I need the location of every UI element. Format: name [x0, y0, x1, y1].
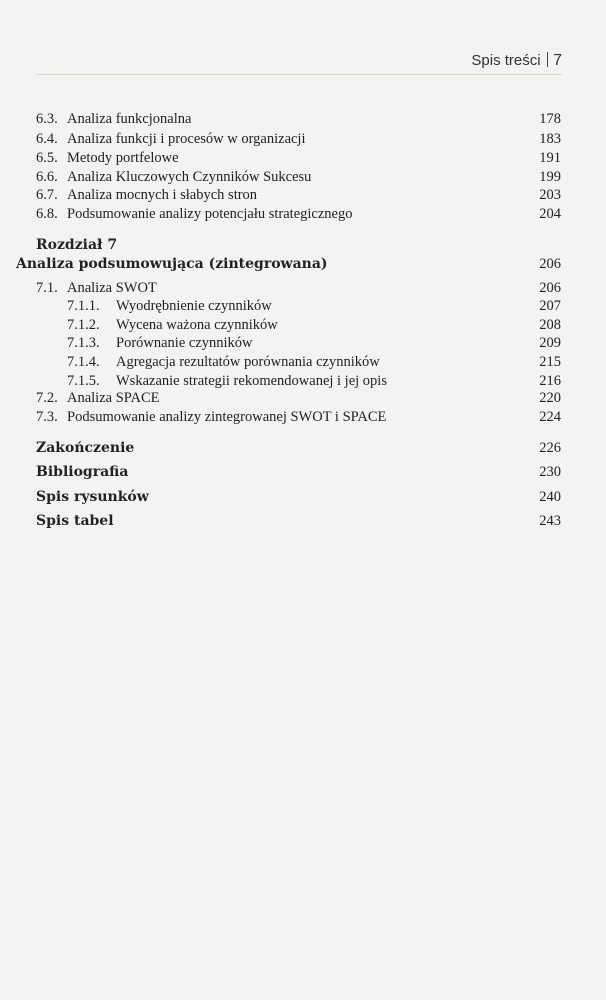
toc-entry-title: Podsumowanie analizy zintegrowanej SWOT i SPACE: [67, 409, 387, 425]
toc-entry-number: 7.1.3.: [67, 335, 100, 351]
toc-entry-page: 178: [539, 111, 561, 127]
toc-entry-page: 208: [539, 317, 561, 333]
toc-entry-title: Wyodrębnienie czynników: [116, 298, 272, 314]
toc-entry-page: 203: [539, 187, 561, 203]
toc-entry-title: Analiza SWOT: [67, 280, 157, 296]
toc-entry-title: Analiza funkcjonalna: [67, 111, 192, 127]
toc-section-title: Spis rysunków: [36, 489, 149, 505]
toc-entry-title: Analiza funkcji i procesów w organizacji: [67, 131, 306, 147]
toc-section-page: 243: [539, 513, 561, 529]
toc-section-page: 230: [539, 464, 561, 480]
toc-entry-title: Metody portfelowe: [67, 150, 179, 166]
toc-entry-page: 206: [539, 280, 561, 296]
toc-section-page: 240: [539, 489, 561, 505]
toc-entry-number: 7.1.1.: [67, 298, 100, 314]
toc-section-page: 226: [539, 440, 561, 456]
toc-entry-number: 6.6.: [36, 169, 58, 185]
toc-entry-number: 7.3.: [36, 409, 58, 425]
toc-entry-number: 7.1.: [36, 280, 58, 296]
toc-entry-page: 199: [539, 169, 561, 185]
toc-entry-number: 7.1.5.: [67, 373, 100, 389]
chapter-page: 206: [539, 256, 561, 272]
toc-entry-number: 6.3.: [36, 111, 58, 127]
header-page-number: 7: [553, 52, 562, 69]
toc-entry-title: Wycena ważona czynników: [116, 317, 278, 333]
toc-entry-page: 216: [539, 373, 561, 389]
toc-entry-number: 7.2.: [36, 390, 58, 406]
toc-section-title: Bibliografia: [36, 464, 129, 480]
toc-entry-number: 6.5.: [36, 150, 58, 166]
toc-entry-title: Analiza SPACE: [67, 390, 160, 406]
header-rule: [36, 74, 562, 75]
toc-entry-title: Analiza Kluczowych Czynników Sukcesu: [67, 169, 312, 185]
toc-section-title: Spis tabel: [36, 513, 114, 529]
toc-entry-page: 209: [539, 335, 561, 351]
toc-entry-number: 6.4.: [36, 131, 58, 147]
toc-section-title: Zakończenie: [36, 440, 135, 456]
toc-entry-page: 183: [539, 131, 561, 147]
running-header: [471, 52, 562, 70]
toc-entry-page: 207: [539, 298, 561, 314]
chapter-title: Analiza podsumowująca (zintegrowana): [16, 256, 328, 272]
toc-entry-title: Analiza mocnych i słabych stron: [67, 187, 258, 203]
toc-entry-number: 6.8.: [36, 206, 58, 222]
toc-entry-number: 7.1.4.: [67, 354, 100, 370]
toc-entry-page: 204: [539, 206, 561, 222]
toc-entry-page: 191: [539, 150, 561, 166]
header-section-title: Spis treści: [471, 52, 541, 69]
toc-entry-page: 220: [539, 390, 561, 406]
toc-entry-number: 6.7.: [36, 187, 58, 203]
toc-entry-page: 215: [539, 354, 561, 370]
toc-entry-title: Porównanie czynników: [116, 335, 253, 351]
toc-entry-title: Podsumowanie analizy potencjału strategicznego: [67, 206, 353, 222]
header-separator: [547, 52, 549, 67]
toc-entry-title: Agregacja rezultatów porównania czynników: [116, 354, 380, 370]
toc-entry-number: 7.1.2.: [67, 317, 100, 333]
toc-entry-title: Wskazanie strategii rekomendowanej i jej opis: [116, 373, 387, 389]
chapter-label: Rozdział 7: [36, 237, 118, 253]
toc-entry-page: 224: [539, 409, 561, 425]
